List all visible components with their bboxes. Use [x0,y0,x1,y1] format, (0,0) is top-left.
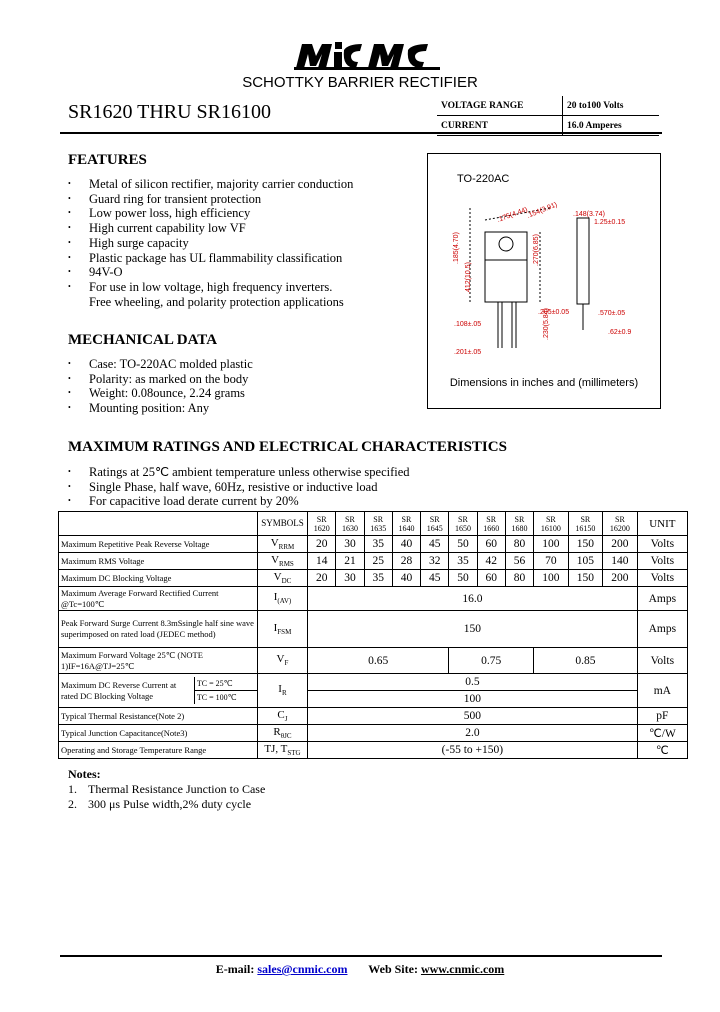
unit-cell: Volts [637,536,687,553]
dim-label: .175(4.44) [496,206,529,224]
website-link[interactable]: www.cnmic.com [420,962,505,976]
spec-row-voltage [437,96,659,116]
unit-cell: mA [637,674,687,708]
unit-cell: Amps [637,611,687,648]
param-name: Maximum Repetitive Peak Reverse Voltage [59,536,258,553]
document-title: SR1620 THRU SR16100 [68,101,272,123]
value-cell: 60 [477,570,505,587]
value-cell: 40 [392,570,420,587]
table-row [59,611,688,648]
website-label: Web Site: [368,962,418,976]
part-header: SR 1630 [336,512,364,536]
table-cell [59,512,258,536]
value-cell: 150 [568,536,603,553]
value-cell: 105 [568,553,603,570]
symbol: $V_{RMS}$ [257,553,307,570]
symbol: TJ, $T_{STG}$ [257,742,307,759]
value-cell: 200 [603,570,638,587]
value-cell: 35 [449,553,477,570]
spec-label: VOLTAGE RANGE [437,96,563,115]
value-cell: 150 [308,611,638,648]
param-name: Maximum DC Blocking Voltage [59,570,258,587]
part-header: SR 1620 [308,512,336,536]
value-cell: 32 [421,553,449,570]
list-item: • Single Phase, half wave, 60Hz, resistive or inductive load [68,480,628,495]
value-cell: 40 [392,536,420,553]
value-cell: 45 [421,570,449,587]
symbol: $V_F$ [257,648,307,674]
ratings-conditions [68,465,628,509]
notes-section [68,767,265,812]
unit-cell: Volts [637,570,687,587]
value-cell: 100 [308,691,638,708]
dim-label: .570±.05 [598,310,626,317]
note-item: 2. 300 μs Pulse width,2% duty cycle [68,797,252,811]
table-row [59,742,688,759]
part-header: SR 1660 [477,512,505,536]
list-item: • Mounting position: Any [68,401,408,416]
brand-logo [294,40,440,70]
dim-label: .108±.05 [454,321,482,328]
param-name: Maximum Average Forward Rectified Current @Tc=100℃ [59,587,258,611]
value-cell: 35 [364,536,392,553]
unit-cell: Volts [637,553,687,570]
param-name: Maximum RMS Voltage [59,553,258,570]
mechanical-list [68,357,408,416]
part-header: SR 1645 [421,512,449,536]
value-cell: 20 [308,570,336,587]
value-cell: 100 [534,536,569,553]
value-cell: 0.5 [308,674,638,691]
part-header: SR 1680 [505,512,533,536]
value-cell: 16.0 [308,587,638,611]
table-row [59,536,688,553]
value-cell: 70 [534,553,569,570]
param-name: Operating and Storage Temperature Range [59,742,258,759]
value-cell: 100 [534,570,569,587]
list-item: • High current capability low VF [68,221,428,236]
value-cell: 500 [308,708,638,725]
dim-label: .205±0.05 [538,309,570,316]
value-cell: 80 [505,570,533,587]
param-name: Maximum Forward Voltage 25℃ (NOTE 1)IF=16A@TJ=25℃ [59,648,258,674]
value-cell: 60 [477,536,505,553]
table-row [59,708,688,725]
value-cell: 30 [336,570,364,587]
value-cell: 25 [364,553,392,570]
spec-summary [437,96,659,136]
dim-label: .230(5.84) [543,308,550,340]
dim-label: .201±.05 [454,349,482,356]
list-item: • For use in low voltage, high frequency inverters. [68,280,428,295]
param-text: Maximum DC Reverse Current at rated DC Blocking Voltage [61,679,177,701]
part-header: SR 1640 [392,512,420,536]
value-cell: 21 [336,553,364,570]
table-row [59,674,688,691]
features-list [68,177,428,309]
list-item: • Low power loss, high efficiency [68,206,428,221]
ratings-table [58,511,688,759]
dim-label: 1.25±0.15 [594,219,626,226]
bottom-divider [60,955,662,957]
email-label: E-mail: [215,962,255,976]
table-row [59,570,688,587]
dim-label: .412(10.5) [465,262,472,294]
part-header: SR 1635 [364,512,392,536]
unit-cell: ℃ [637,742,687,759]
condition-column [194,677,257,704]
param-name: Typical Junction Capacitance(Note3) [59,725,258,742]
list-item: • Guard ring for transient protection [68,192,428,207]
symbol: $I_{FSM}$ [257,611,307,648]
value-cell: 150 [568,570,603,587]
value-cell: 20 [308,536,336,553]
footer [0,962,720,977]
list-item: • Metal of silicon rectifier, majority carrier conduction [68,177,428,192]
param-name: Typical Thermal Resistance(Note 2) [59,708,258,725]
list-item: • Case: TO-220AC molded plastic [68,357,408,372]
top-divider [60,132,662,134]
list-item: • Ratings at 25℃ ambient temperature unless otherwise specified [68,465,628,480]
mechanical-heading: MECHANICAL DATA [68,332,218,348]
document-subtitle: SCHOTTKY BARRIER RECTIFIER [242,74,478,91]
value-cell: 35 [364,570,392,587]
value-cell: 140 [603,553,638,570]
dim-label: .270(6.85) [533,234,540,266]
symbol: $C_J$ [257,708,307,725]
package-name: TO-220AC [457,173,510,185]
unit-cell: Volts [637,648,687,674]
list-item: • 94V-O [68,265,428,280]
symbol: $V_{DC}$ [257,570,307,587]
package-caption: Dimensions in inches and (millimeters) [449,377,639,389]
dim-label: .148(3.74) [573,211,605,218]
symbol: $V_{RRM}$ [257,536,307,553]
package-outline-drawing [440,190,652,366]
list-item: Free wheeling, and polarity protection applications [89,294,344,309]
list-item: • Plastic package has UL flammability classification [68,251,428,266]
dim-label: .62±0.9 [608,329,632,336]
value-cell: 200 [603,536,638,553]
value-cell: 50 [449,536,477,553]
value-cell: 56 [505,553,533,570]
condition: TC = 25℃ [195,677,257,691]
unit-cell: ℃/W [637,725,687,742]
condition: TC = 100℃ [196,693,237,702]
table-row [59,725,688,742]
param-name [59,674,258,708]
spec-value: 16.0 Amperes [567,120,622,131]
dim-label: .185(4.70) [453,232,460,264]
value-cell: 50 [449,570,477,587]
value-cell: 0.75 [449,648,534,674]
features-heading: FEATURES [68,152,147,168]
note-item: 1. Thermal Resistance Junction to Case [68,782,266,796]
dim-label: .154(3.91) [526,201,559,220]
email-link[interactable]: sales@cnmic.com [257,962,348,976]
list-item: • Weight: 0.08ounce, 2.24 grams [68,386,408,401]
spec-label: CURRENT [437,116,563,135]
symbols-header: SYMBOLS [257,512,307,536]
symbol: $I_{(AV)}$ [257,587,307,611]
value-cell: 2.0 [308,725,638,742]
unit-cell: pF [637,708,687,725]
ratings-heading: MAXIMUM RATINGS AND ELECTRICAL CHARACTERISTICS [68,439,507,455]
param-name: Peak Forward Surge Current 8.3mSsingle half sine wave superimposed on rated load (JEDEC method) [59,611,258,648]
value-cell: 14 [308,553,336,570]
table-row [59,587,688,611]
unit-cell: Amps [637,587,687,611]
symbol: $I_R$ [257,674,307,708]
table-header-row [59,512,688,536]
spec-value: 20 to100 Volts [567,100,624,111]
value-cell: 0.85 [534,648,638,674]
list-item: • For capacitive load derate current by 20% [68,494,628,509]
value-cell: (-55 to +150) [308,742,638,759]
value-cell: 0.65 [308,648,449,674]
notes-heading: Notes: [68,767,101,781]
value-cell: 30 [336,536,364,553]
unit-header: UNIT [637,512,687,536]
part-header: SR 1650 [449,512,477,536]
part-header: SR 16150 [568,512,603,536]
symbol: $R_{\theta JC}$ [257,725,307,742]
value-cell: 45 [421,536,449,553]
value-cell: 28 [392,553,420,570]
part-header: SR 16200 [603,512,638,536]
part-header: SR 16100 [534,512,569,536]
value-cell: 80 [505,536,533,553]
table-row [59,648,688,674]
table-row [59,553,688,570]
list-item: • Polarity: as marked on the body [68,372,408,387]
list-item: • High surge capacity [68,236,428,251]
value-cell: 42 [477,553,505,570]
